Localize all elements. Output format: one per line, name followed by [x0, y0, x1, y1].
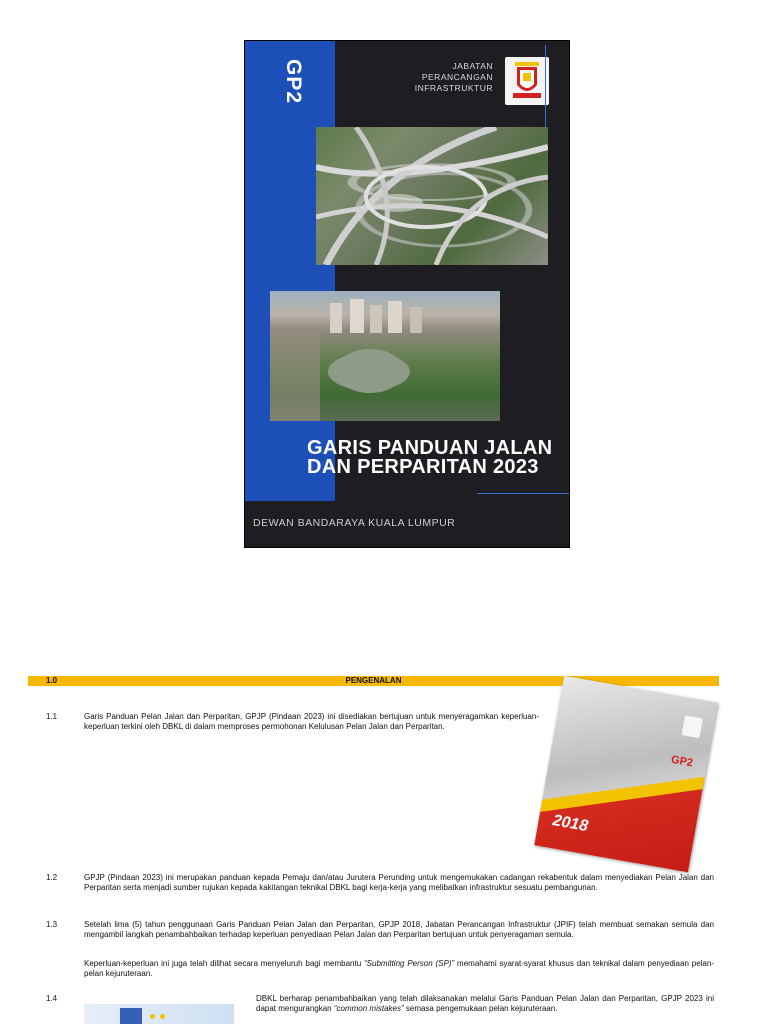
section-number: 1.0 — [46, 676, 58, 685]
dbkl-crest-logo — [505, 57, 549, 105]
agency-line: JABATAN — [452, 61, 493, 71]
cover-title — [307, 439, 552, 477]
paragraph-text-part: semasa pengemukaan pelan kejuruteraan. — [403, 1003, 558, 1013]
illustration-lightbulb — [160, 1014, 165, 1019]
book-code: GP2 — [670, 753, 694, 770]
paragraph-text — [256, 994, 714, 1013]
agency-line: INFRASTRUKTUR — [414, 83, 493, 93]
paragraph-text — [84, 959, 714, 978]
paragraph-text-part: DBKL berharap penambahbaikan yang telah dilaksanakan melalui Garis Panduan Pelan Jalan dan Perparitan, GPJP 2023 ini dapat mengurangkan — [256, 994, 714, 1013]
paragraph-number: 1.1 — [46, 712, 58, 721]
section-title: PENGENALAN — [345, 676, 402, 685]
cover-title-underline — [477, 493, 570, 494]
cover-blue-band — [245, 41, 335, 501]
paragraph-text: Setelah lima (5) tahun penggunaan Garis Panduan Pelan Jalan dan Perparitan, GPJP 2018, Jabatan Perancangan Infrastruktur (JPIF) telah membuat semakan semula dan mengambil langkah penambahbaikan terhadap keperluan penyediaan Pelan Jalan dan Perparitan bertujuan untuk penyeragaman semula. — [84, 920, 714, 939]
paragraph-text-part: Keperluan-keperluan ini juga telah dilihat secara menyeluruh bagi membantu — [84, 959, 365, 968]
gpjp-2018-book-cover-image — [534, 676, 717, 872]
planning-illustration-image — [84, 1004, 234, 1024]
book-yellow-stripe — [535, 776, 715, 813]
paragraph-text-part: memahami syarat-syarat khusus dan teknikal dalam penyediaan pelan-pelan kejuruteraan. — [84, 959, 714, 978]
cover-title-line: GARIS PANDUAN JALAN — [307, 437, 553, 459]
paragraph-number: 1.2 — [46, 873, 58, 882]
agency-line: PERANCANGAN — [421, 72, 493, 82]
highway-interchange-photo — [316, 127, 548, 265]
document-cover — [244, 40, 570, 548]
paragraph-text: Garis Panduan Pelan Jalan dan Perparitan, GPJP (Pindaan 2023) ini disediakan bertujuan untuk menyeragamkan keperluan-keperluan terkini oleh DBKL di dalam memproses permohonan Kelulusan Pelan Jalan dan Perparitan. — [84, 712, 539, 731]
paragraph-text-italic: “Submitting Person (SP)” — [364, 959, 455, 968]
cover-accent-line — [545, 45, 546, 133]
book-year: 2018 — [551, 812, 590, 836]
cover-publisher: DEWAN BANDARAYA KUALA LUMPUR — [253, 517, 456, 529]
cover-title-line: DAN PERPARITAN 2023 — [307, 456, 539, 478]
paragraph-number: 1.4 — [46, 994, 58, 1003]
paragraph-text-italic: “common mistakes” — [333, 1003, 404, 1013]
illustration-building — [120, 1008, 142, 1024]
cover-agency-name — [415, 61, 493, 94]
illustration-lightbulb — [150, 1014, 155, 1019]
book-crest-icon — [682, 715, 703, 738]
paragraph-text: GPJP (Pindaan 2023) ini merupakan panduan kepada Pemaju dan/atau Jurutera Perunding untuk mengemukakan cadangan rekabentuk dalam menyediakan Pelan Jalan dan Perparitan serta menjadi sumber rujukan kepada kakitangan teknikal DBKL bagi kerja-kerja yang melibatkan infrastruktur sesuatu pembangunan. — [84, 873, 714, 892]
city-lake-aerial-photo — [270, 291, 500, 421]
cover-series-code: GP2 — [282, 59, 305, 105]
paragraph-number: 1.3 — [46, 920, 58, 929]
